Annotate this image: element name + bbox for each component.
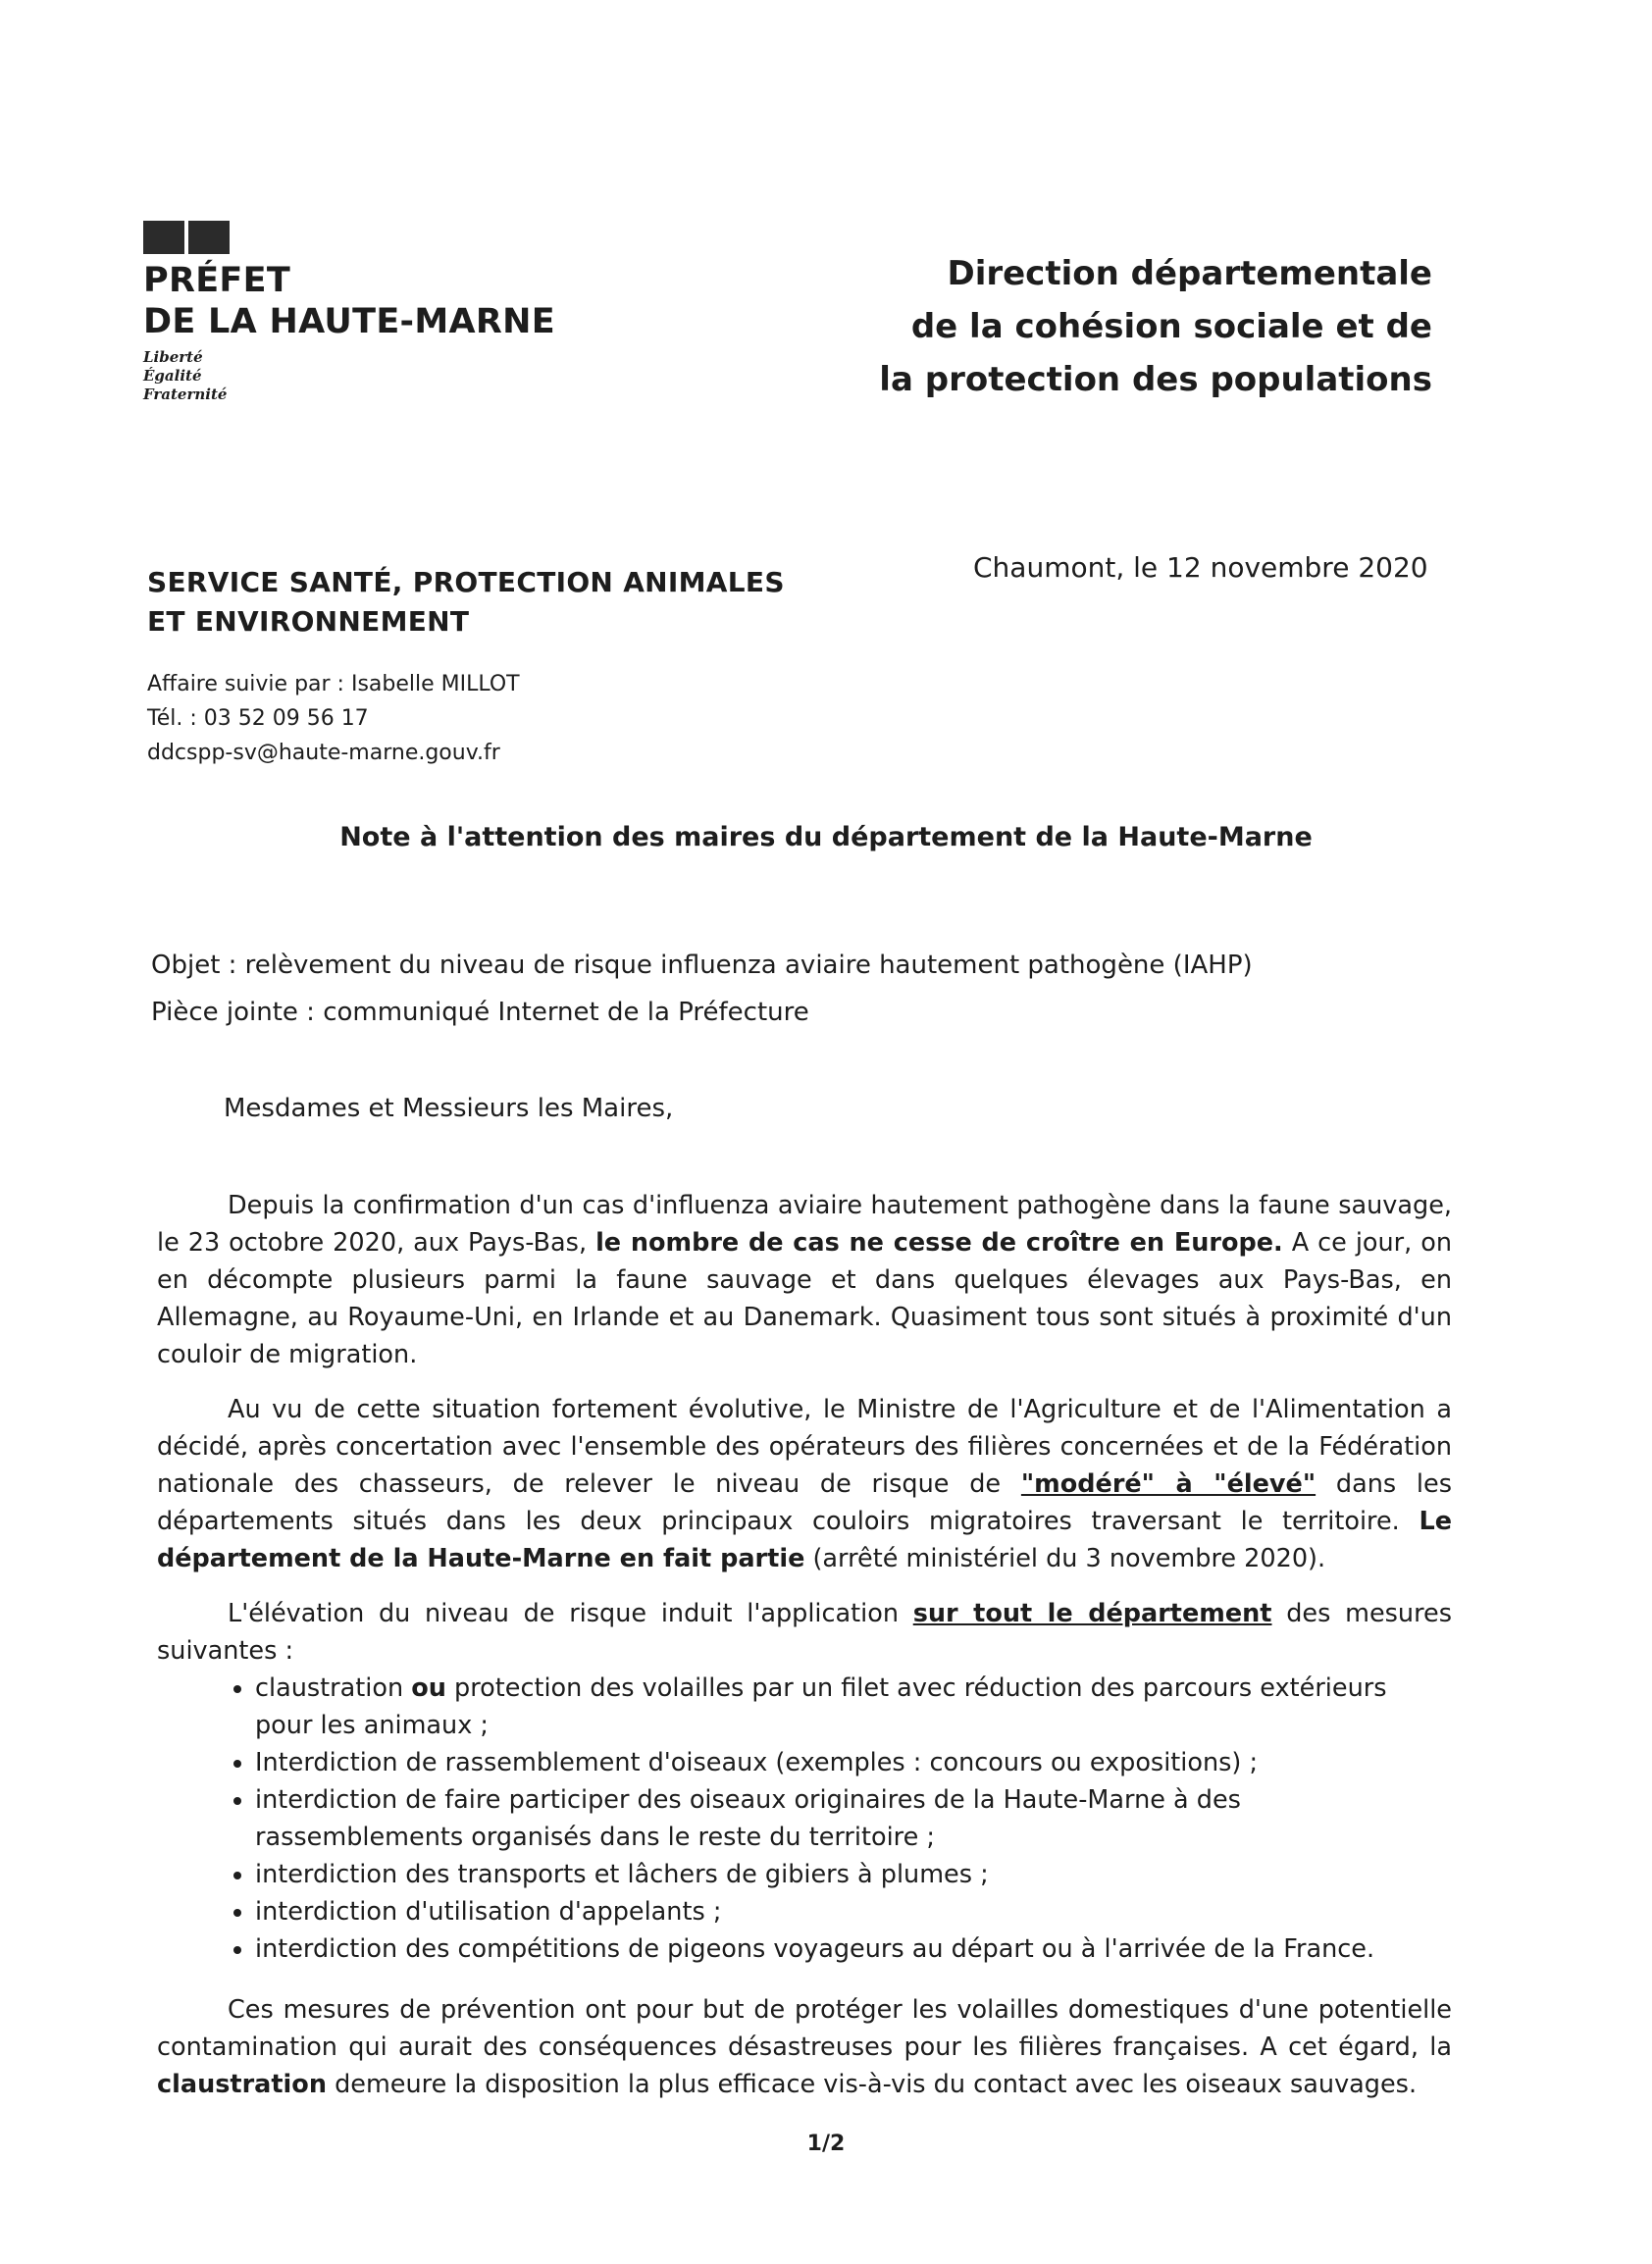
underlined-span: sur tout le département [912,1599,1272,1628]
text-span: Ces mesures de prévention ont pour but de protéger les volailles domestiques d'une potentielle contamination qui aurait des conséquences désastreuses pour les filières françaises. A cet égard, la [157,1995,1452,2062]
text-span: des mesures suivantes : [157,1599,1452,1666]
letter-body [157,1187,1452,2121]
text-span: protection des volailles par un filet avec réduction des parcours extérieurs pour les animaux ; [255,1673,1387,1740]
contact-affaire: Affaire suivie par : Isabelle MILLOT [147,672,520,696]
bold-span: Le département de la Haute-Marne en fait partie [157,1507,1452,1573]
objet-line: Objet : relèvement du niveau de risque influenza aviaire hautement pathogène (IAHP) [151,951,1253,980]
devise-egalite: Égalité [143,367,202,385]
bold-span: claustration [157,2070,327,2099]
prefet-title-line1: PRÉFET [143,261,291,300]
paragraph-2 [157,1391,1452,1577]
direction-title [824,247,1432,406]
text-span: L'élévation du niveau de risque induit l'application [228,1599,913,1628]
list-item: • interdiction d'utilisation d'appelants ; [255,1893,1452,1930]
objet-block [151,942,1253,1036]
list-item [255,1670,1452,1744]
letter-date: Chaumont, le 12 novembre 2020 [973,551,1428,584]
paragraph-1 [157,1187,1452,1373]
bold-span: ou [411,1673,446,1703]
list-item: • interdiction des compétitions de pigeons voyageurs au départ ou à l'arrivée de la France. [255,1930,1452,1968]
page-number: 1/2 [806,2132,846,2156]
paragraph-4 [157,1991,1452,2103]
paragraph-3 [157,1595,1452,1670]
devise-liberte: Liberté [143,348,203,366]
salutation: Mesdames et Messieurs les Maires, [224,1094,674,1123]
marianne-flag-icon [143,221,232,254]
list-item: • interdiction de faire participer des oiseaux originaires de la Haute-Marne à des rassemblements organisés dans le reste du territoire ; [255,1781,1452,1856]
text-span: dans les départements situés dans les deux principaux couloirs migratoires traversant le territoire. [157,1469,1452,1536]
note-title: Note à l'attention des maires du département de la Haute-Marne [339,822,1313,852]
bold-span: le nombre de cas ne cesse de croître en Europe. [595,1228,1283,1258]
list-item: • Interdiction de rassemblement d'oiseaux (exemples : concours ou expositions) ; [255,1744,1452,1781]
measures-list [157,1670,1452,1968]
prefet-title-line2: DE LA HAUTE-MARNE [143,302,555,341]
prefet-logo-block [143,221,555,404]
devise-fraternite: Fraternité [143,386,228,403]
direction-line: Direction départementale [947,254,1432,293]
devise [143,348,555,404]
direction-line: la protection des populations [879,360,1432,399]
direction-line: de la cohésion sociale et de [910,307,1432,346]
text-span: (arrêté ministériel du 3 novembre 2020). [804,1544,1326,1573]
text-span: claustration [255,1673,412,1703]
underlined-span: "modéré" à "élevé" [1020,1469,1316,1499]
piece-jointe-line: Pièce jointe : communiqué Internet de la Préfecture [151,998,809,1027]
text-span: Au vu de cette situation fortement évolutive, le Ministre de l'Agriculture et de l'Alimentation a décidé, après concertation avec l'ensemble des opérateurs des filières concernées et de la Fédération nationale des chasseurs, de relever le niveau de risque de [157,1395,1452,1499]
prefet-title [143,260,555,342]
service-name [147,563,785,642]
service-line: SERVICE SANTÉ, PROTECTION ANIMALES [147,566,785,598]
list-item: • interdiction des transports et lâchers de gibiers à plumes ; [255,1856,1452,1893]
text-span: A ce jour, on en décompte plusieurs parmi la faune sauvage et dans quelques élevages aux Pays-Bas, en Allemagne, au Royaume-Uni, en Irlande et au Danemark. Quasiment tous sont situés à proximité d'un couloir de migration. [157,1228,1452,1369]
contact-phone: Tél. : 03 52 09 56 17 [147,706,369,731]
text-span: Depuis la confirmation d'un cas d'influenza aviaire hautement pathogène dans la faune sauvage, le 23 octobre 2020, aux Pays-Bas, [157,1191,1452,1258]
service-line: ET ENVIRONNEMENT [147,605,470,638]
text-span: demeure la disposition la plus efficace vis-à-vis du contact avec les oiseaux sauvages. [326,2070,1418,2099]
contact-email: ddcspp-sv@haute-marne.gouv.fr [147,741,500,765]
contact-block [147,667,520,770]
